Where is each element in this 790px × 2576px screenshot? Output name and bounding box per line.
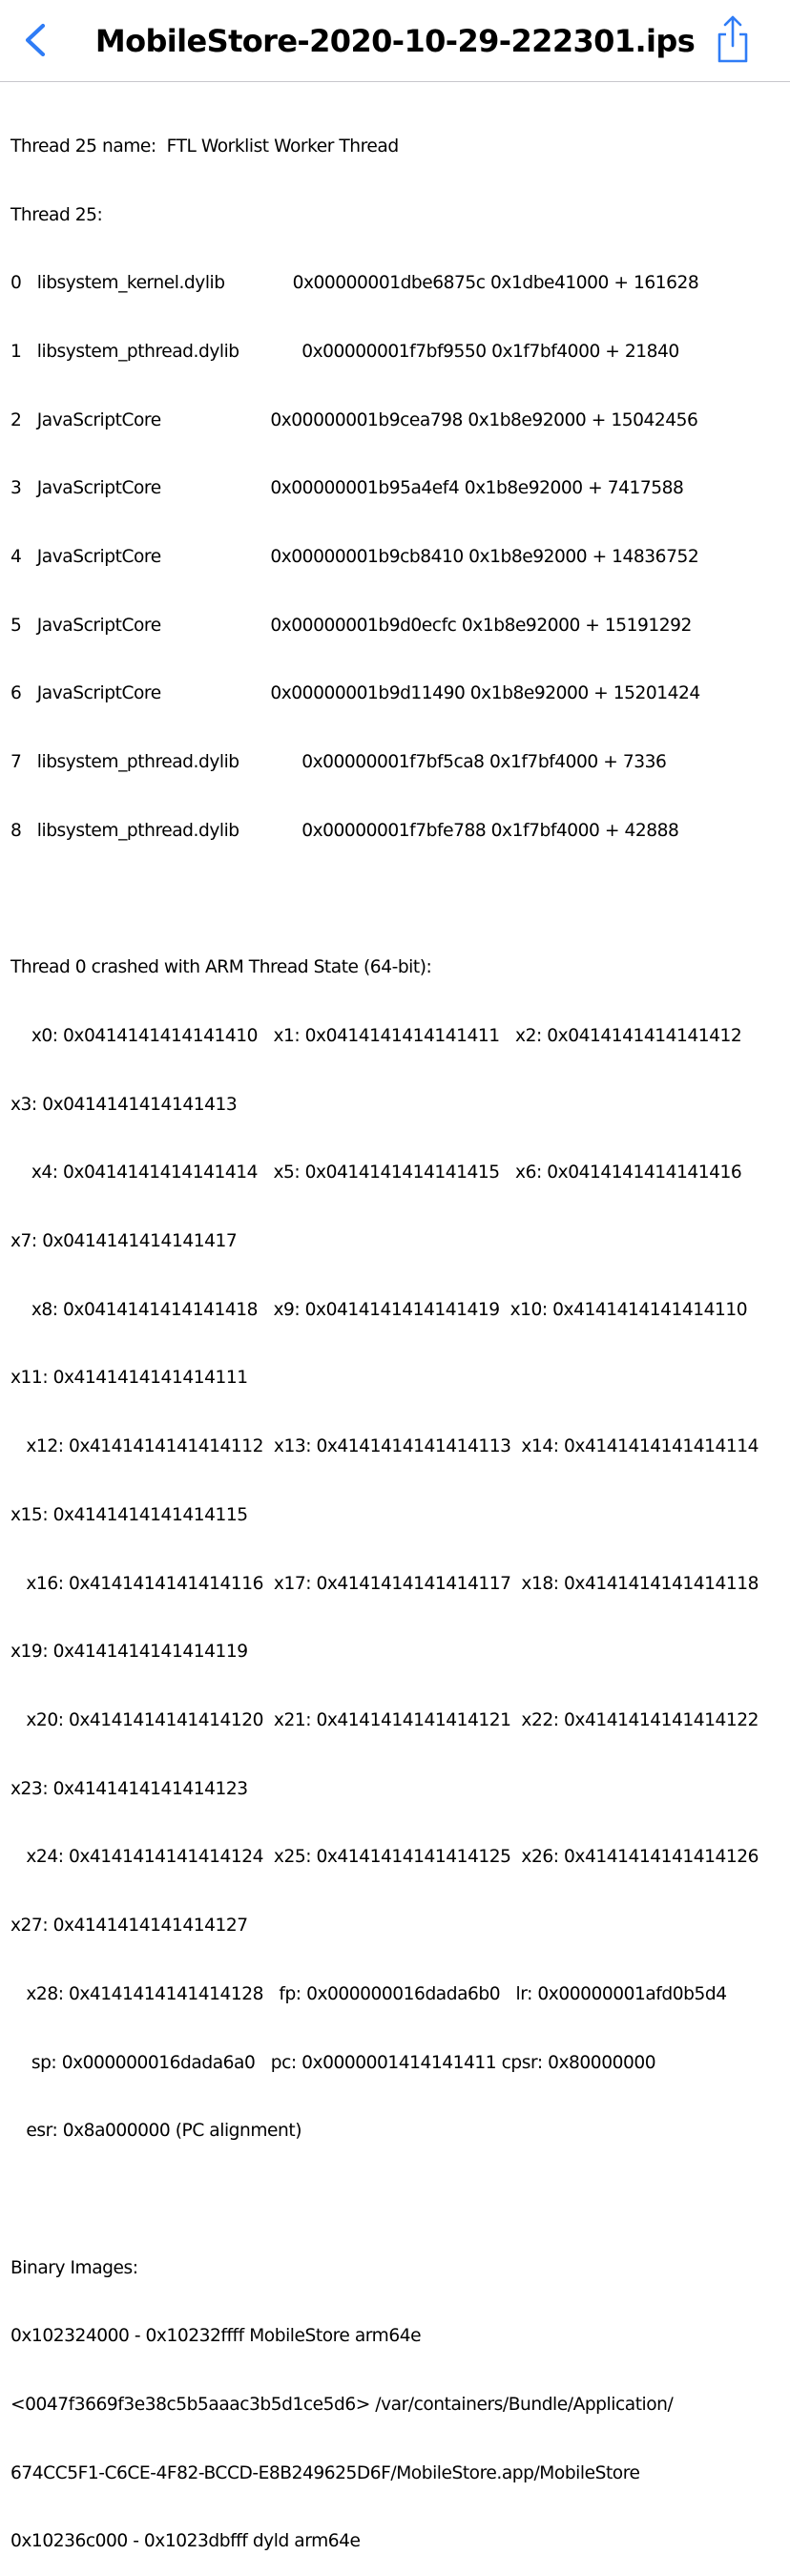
share-icon: [712, 13, 754, 65]
log-line: 3 JavaScriptCore 0x00000001b95a4ef4 0x1b8e92000 + 7417588: [10, 478, 684, 499]
log-line: 0x10236c000 - 0x1023dbfff dyld arm64e: [10, 2531, 361, 2552]
log-line: x4: 0x0414141414141414 x5: 0x0414141414141415 x6: 0x0414141414141416: [10, 1162, 742, 1183]
log-line: x3: 0x0414141414141413: [10, 1094, 238, 1115]
back-button[interactable]: [17, 19, 55, 61]
blank-line: [10, 889, 785, 911]
log-line: x8: 0x0414141414141418 x9: 0x0414141414141419 x10: 0x4141414141414110: [10, 1299, 748, 1320]
log-line: Thread 0 crashed with ARM Thread State (64-bit):: [10, 957, 432, 978]
chevron-left-icon: [17, 19, 55, 61]
log-line: x24: 0x4141414141414124 x25: 0x4141414141414125 x26: 0x4141414141414126: [10, 1847, 759, 1868]
log-line: x11: 0x4141414141414111: [10, 1368, 248, 1389]
log-line: 7 libsystem_pthread.dylib 0x00000001f7bf5ca8 0x1f7bf4000 + 7336: [10, 752, 667, 773]
log-line: <0047f3669f3e38c5b5aaac3b5d1ce5d6> /var/containers/Bundle/Application/: [10, 2395, 674, 2416]
log-line: x19: 0x4141414141414119: [10, 1642, 248, 1663]
log-line: esr: 0x8a000000 (PC alignment): [10, 2121, 302, 2142]
log-line: 2 JavaScriptCore 0x00000001b9cea798 0x1b8e92000 + 15042456: [10, 409, 698, 430]
log-line: x23: 0x4141414141414123: [10, 1778, 248, 1799]
log-line: sp: 0x000000016dada6a0 pc: 0x0000001414141411 cpsr: 0x80000000: [10, 2052, 656, 2073]
page-title: MobileStore-2020-10-29-222301.ips: [94, 23, 696, 59]
crash-log-text: [10, 90, 785, 2576]
log-line: x16: 0x4141414141414116 x17: 0x4141414141414117 x18: 0x4141414141414118: [10, 1573, 759, 1594]
log-line: 0x102324000 - 0x10232ffff MobileStore arm64e: [10, 2326, 422, 2347]
log-line: x7: 0x0414141414141417: [10, 1231, 238, 1252]
navigation-bar: [0, 0, 790, 82]
log-line: Thread 25 name: FTL Worklist Worker Thread: [10, 136, 399, 157]
log-line: 674CC5F1-C6CE-4F82-BCCD-E8B249625D6F/MobileStore.app/MobileStore: [10, 2462, 640, 2483]
log-line: x28: 0x4141414141414128 fp: 0x000000016dada6b0 lr: 0x00000001afd0b5d4: [10, 1983, 727, 2004]
blank-line: [10, 2189, 785, 2211]
share-button[interactable]: [712, 13, 754, 65]
log-line: 5 JavaScriptCore 0x00000001b9d0ecfc 0x1b8e92000 + 15191292: [10, 615, 692, 636]
log-line: x0: 0x0414141414141410 x1: 0x0414141414141411 x2: 0x0414141414141412: [10, 1025, 742, 1046]
log-line: 0 libsystem_kernel.dylib 0x00000001dbe6875c 0x1dbe41000 + 161628: [10, 273, 699, 294]
log-line: x15: 0x4141414141414115: [10, 1504, 248, 1525]
log-line: Binary Images:: [10, 2257, 138, 2278]
log-line: Thread 25:: [10, 204, 103, 225]
log-line: 1 libsystem_pthread.dylib 0x00000001f7bf9550 0x1f7bf4000 + 21840: [10, 341, 679, 362]
log-line: 4 JavaScriptCore 0x00000001b9cb8410 0x1b8e92000 + 14836752: [10, 547, 699, 568]
log-line: 8 libsystem_pthread.dylib 0x00000001f7bfe788 0x1f7bf4000 + 42888: [10, 820, 679, 841]
log-line: x20: 0x4141414141414120 x21: 0x4141414141414121 x22: 0x4141414141414122: [10, 1709, 759, 1730]
log-line: x12: 0x4141414141414112 x13: 0x4141414141414113 x14: 0x4141414141414114: [10, 1436, 759, 1457]
log-line: x27: 0x4141414141414127: [10, 1916, 248, 1937]
log-line: 6 JavaScriptCore 0x00000001b9d11490 0x1b8e92000 + 15201424: [10, 683, 700, 704]
